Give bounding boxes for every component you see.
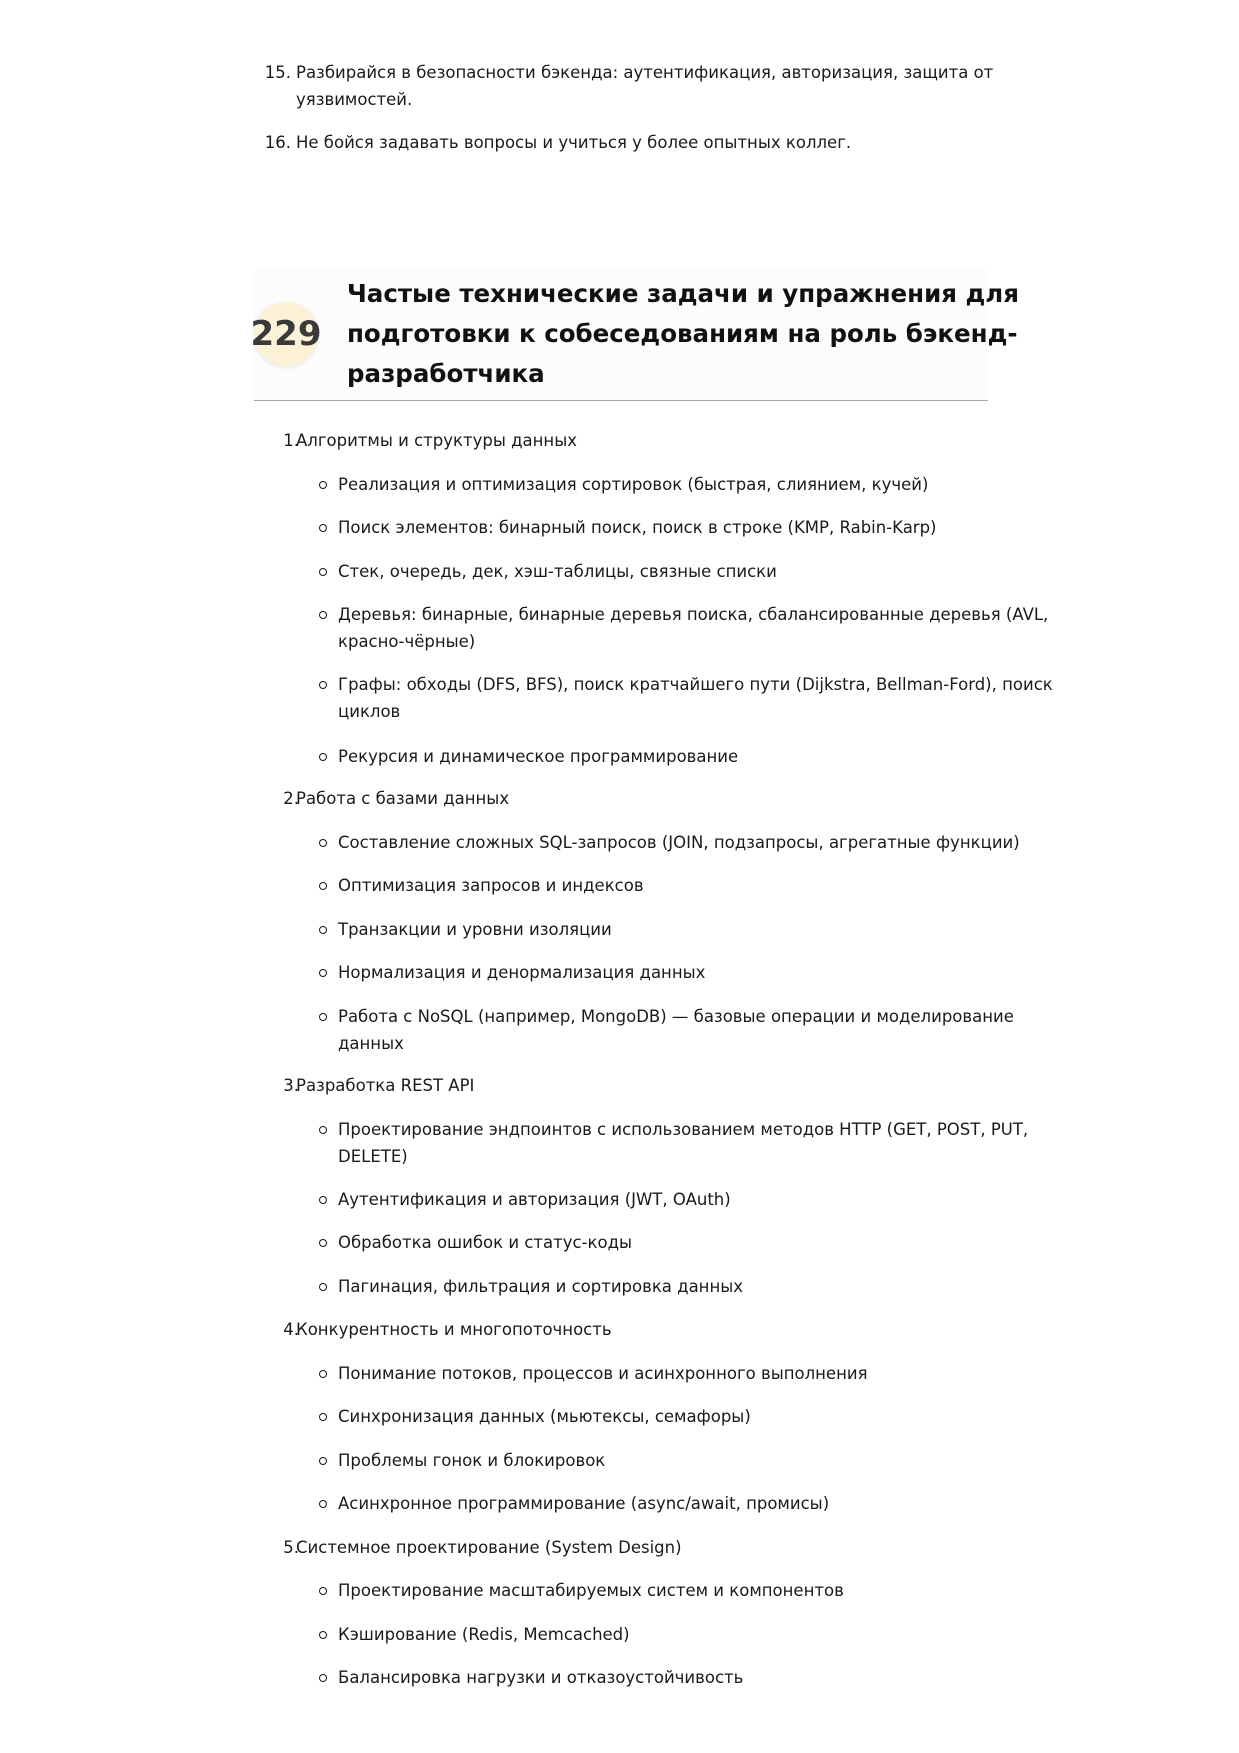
bullet-icon — [319, 753, 327, 761]
bullet-icon — [319, 839, 327, 847]
topic-title: Работа с базами данных — [296, 789, 510, 808]
bullet-icon — [319, 1674, 327, 1682]
topic-number: 5. — [283, 1538, 299, 1557]
section-number: 229 — [250, 314, 322, 354]
list-item-text: Разбирайся в безопасности бэкенда: аутентификация, авторизация, защита от — [296, 63, 994, 82]
topic-number: 3. — [283, 1076, 299, 1095]
sub-item: Понимание потоков, процессов и асинхронного выполнения — [338, 1364, 868, 1383]
bullet-icon — [319, 1631, 327, 1639]
topic-number: 4. — [283, 1320, 299, 1339]
bullet-icon — [319, 969, 327, 977]
bullet-icon — [319, 1239, 327, 1247]
bullet-icon — [319, 926, 327, 934]
sub-item: Стек, очередь, дек, хэш-таблицы, связные списки — [338, 562, 777, 581]
bullet-icon — [319, 1500, 327, 1508]
sub-item: Проблемы гонок и блокировок — [338, 1451, 606, 1470]
sub-item: Нормализация и денормализация данных — [338, 963, 706, 982]
bullet-icon — [319, 1370, 327, 1378]
sub-item: Рекурсия и динамическое программирование — [338, 747, 739, 766]
sub-item: Работа с NoSQL (например, MongoDB) — базовые операции и моделирование — [338, 1007, 1014, 1026]
sub-item: красно-чёрные) — [338, 632, 476, 651]
sub-item: Реализация и оптимизация сортировок (быстрая, слиянием, кучей) — [338, 475, 929, 494]
sub-item: циклов — [338, 702, 401, 721]
sub-item: Проектирование масштабируемых систем и компонентов — [338, 1581, 844, 1600]
sub-item: Проектирование эндпоинтов с использованием методов HTTP (GET, POST, PUT, — [338, 1120, 1029, 1139]
sub-item: данных — [338, 1034, 404, 1053]
sub-item: DELETE) — [338, 1147, 408, 1166]
sub-item: Графы: обходы (DFS, BFS), поиск кратчайшего пути (Dijkstra, Bellman-Ford), поиск — [338, 675, 1053, 694]
sub-item: Синхронизация данных (мьютексы, семафоры) — [338, 1407, 751, 1426]
sub-item: Поиск элементов: бинарный поиск, поиск в строке (KMP, Rabin-Karp) — [338, 518, 937, 537]
sub-item: Асинхронное программирование (async/await, промисы) — [338, 1494, 830, 1513]
section-title-line: подготовки к собеседованиям на роль бэкенд- — [347, 319, 1018, 348]
sub-item: Аутентификация и авторизация (JWT, OAuth) — [338, 1190, 731, 1209]
sub-item: Деревья: бинарные, бинарные деревья поиска, сбалансированные деревья (AVL, — [338, 605, 1049, 624]
bullet-icon — [319, 611, 327, 619]
sub-item: Составление сложных SQL-запросов (JOIN, подзапросы, агрегатные функции) — [338, 833, 1020, 852]
topic-title: Системное проектирование (System Design) — [296, 1538, 682, 1557]
list-number: 15. — [264, 63, 291, 82]
sub-item: Транзакции и уровни изоляции — [338, 920, 612, 939]
bullet-icon — [319, 1413, 327, 1421]
list-item-text: уязвимостей. — [296, 90, 413, 109]
sub-item: Кэширование (Redis, Memcached) — [338, 1625, 630, 1644]
sub-item: Пагинация, фильтрация и сортировка данных — [338, 1277, 744, 1296]
section-title — [347, 274, 1019, 394]
list-number: 16. — [264, 133, 291, 152]
sub-item: Обработка ошибок и статус-коды — [338, 1233, 633, 1252]
topic-number: 1. — [283, 431, 299, 450]
bullet-icon — [319, 1283, 327, 1291]
bullet-icon — [319, 1126, 327, 1134]
bullet-icon — [319, 681, 327, 689]
list-item-text: Не бойся задавать вопросы и учиться у более опытных коллег. — [296, 133, 852, 152]
bullet-icon — [319, 882, 327, 890]
bullet-icon — [319, 481, 327, 489]
topic-number: 2. — [283, 789, 299, 808]
bullet-icon — [319, 1587, 327, 1595]
bullet-icon — [319, 1196, 327, 1204]
sub-item: Балансировка нагрузки и отказоустойчивость — [338, 1668, 744, 1687]
bullet-icon — [319, 524, 327, 532]
topic-title: Конкурентность и многопоточность — [296, 1320, 612, 1339]
sub-item: Оптимизация запросов и индексов — [338, 876, 644, 895]
bullet-icon — [319, 1013, 327, 1021]
topic-title: Алгоритмы и структуры данных — [296, 431, 577, 450]
bullet-icon — [319, 568, 327, 576]
topic-title: Разработка REST API — [296, 1076, 475, 1095]
section-title-line: разработчика — [347, 359, 545, 388]
bullet-icon — [319, 1457, 327, 1465]
section-title-line: Частые технические задачи и упражнения для — [347, 279, 1019, 308]
